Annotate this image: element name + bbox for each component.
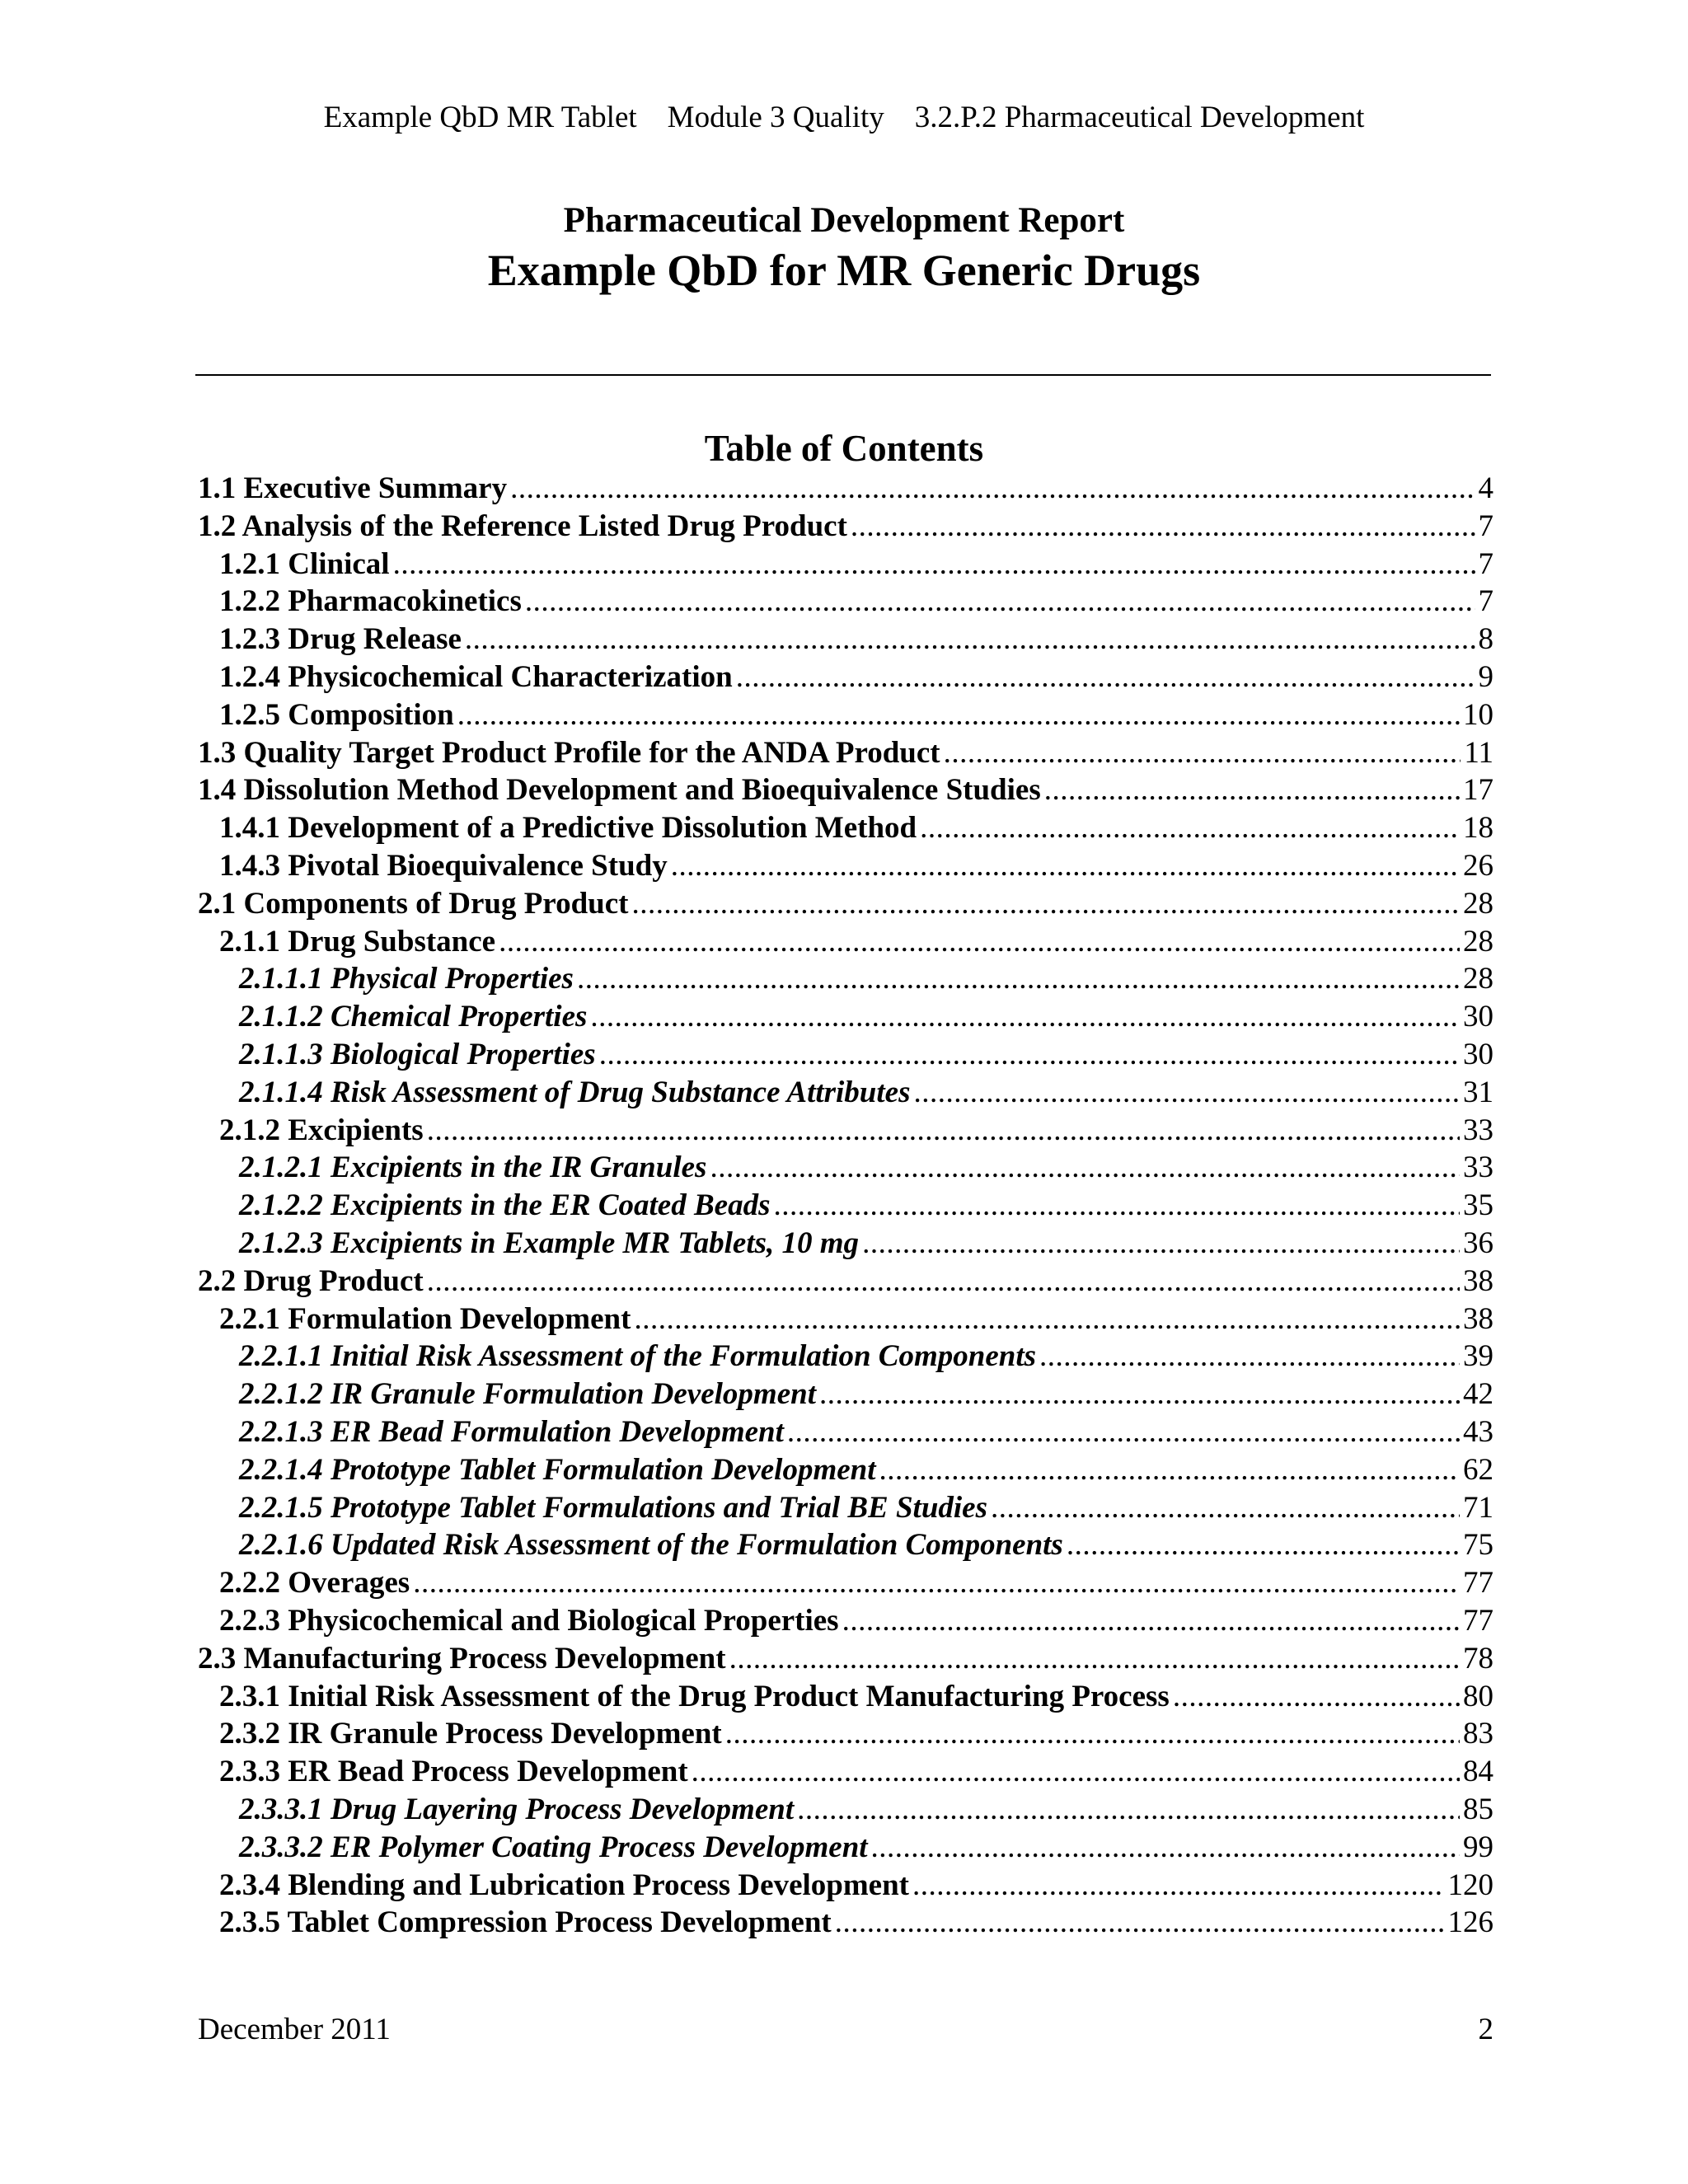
toc-entry-label: 2.2.1.3 ER Bead Formulation Development	[239, 1415, 784, 1449]
toc-dot-leader	[879, 1451, 1460, 1489]
toc-entry-label: 2.2.1.1 Initial Risk Assessment of the Formulation Components	[239, 1339, 1037, 1374]
toc-entry-label: 1.4.1 Development of a Predictive Dissolution Method	[219, 811, 917, 846]
toc-entry-page: 31	[1463, 1075, 1493, 1109]
toc-entry[interactable]	[0, 847, 1493, 885]
toc-entry-page: 30	[1463, 1000, 1493, 1034]
toc-entry[interactable]	[0, 1187, 1493, 1225]
toc-dot-leader	[631, 885, 1460, 923]
toc-entry-page: 10	[1463, 697, 1493, 732]
toc-entry-label: 2.1.2.3 Excipients in Example MR Tablets, 10 mg	[239, 1226, 860, 1260]
toc-dot-leader	[413, 1564, 1460, 1602]
toc-entry[interactable]	[0, 1451, 1493, 1489]
toc-entry[interactable]	[0, 809, 1493, 847]
toc-entry-page: 83	[1463, 1717, 1493, 1751]
toc-entry-page: 28	[1463, 886, 1493, 921]
toc-dot-leader	[599, 1036, 1460, 1074]
toc-dot-leader	[729, 1640, 1460, 1678]
toc-entry[interactable]	[0, 923, 1493, 961]
toc-entry-page: 77	[1463, 1566, 1493, 1601]
toc-entry-label: 2.1 Components of Drug Product	[198, 886, 629, 921]
toc-entry-label: 2.1.1.1 Physical Properties	[239, 962, 574, 996]
horizontal-rule	[195, 374, 1491, 376]
toc-entry-label: 2.3.3.2 ER Polymer Coating Process Development	[239, 1830, 868, 1864]
toc-entry-label: 1.2.3 Drug Release	[219, 622, 462, 657]
toc-entry-label: 2.2.1.2 IR Granule Formulation Development	[239, 1377, 816, 1412]
footer-page-number: 2	[1478, 2013, 1493, 2046]
toc-entry-page: 18	[1463, 811, 1493, 846]
toc-dot-leader	[590, 998, 1460, 1036]
toc-entry-label: 2.2.1 Formulation Development	[219, 1301, 631, 1336]
report-title: Pharmaceutical Development Report	[563, 201, 1125, 240]
toc-entry[interactable]	[0, 1149, 1493, 1187]
toc-entry-page: 17	[1463, 773, 1493, 808]
toc-dot-leader	[862, 1225, 1460, 1263]
toc-entry[interactable]	[0, 1338, 1493, 1376]
toc-dot-leader	[577, 960, 1460, 998]
toc-entry-label: 1.4 Dissolution Method Development and Bioequivalence Studies	[198, 773, 1041, 808]
toc-dot-leader	[710, 1149, 1460, 1187]
report-subtitle: Example QbD for MR Generic Drugs	[487, 246, 1201, 295]
toc-entry[interactable]	[0, 508, 1493, 546]
toc-entry-page: 26	[1463, 849, 1493, 883]
toc-dot-leader	[797, 1791, 1460, 1829]
toc-entry[interactable]	[0, 1829, 1493, 1867]
running-header: Example QbD MR Tablet Module 3 Quality 3.2.P.2 Pharmaceutical Development	[323, 101, 1365, 134]
toc-entry-page: 36	[1463, 1226, 1493, 1260]
toc-dot-leader	[835, 1904, 1445, 1942]
toc-entry-page: 38	[1463, 1301, 1493, 1336]
toc-entry-label: 2.2.1.4 Prototype Tablet Formulation Development	[239, 1452, 876, 1487]
toc-entry[interactable]	[0, 658, 1493, 696]
toc-entry-label: 2.3.3.1 Drug Layering Process Development	[239, 1793, 795, 1826]
toc-entry[interactable]	[0, 960, 1493, 998]
toc-entry[interactable]	[0, 1413, 1493, 1451]
toc-entry-label: 2.1.1.3 Biological Properties	[239, 1038, 596, 1071]
toc-dot-leader	[427, 1112, 1460, 1150]
toc-dot-leader	[725, 1715, 1460, 1753]
toc-entry-page: 43	[1463, 1415, 1493, 1449]
toc-entry[interactable]	[0, 1489, 1493, 1527]
toc-entry-label: 1.2.4 Physicochemical Characterization	[219, 660, 733, 694]
toc-entry-label: 2.1.2.1 Excipients in the IR Granules	[239, 1151, 707, 1185]
toc-dot-leader	[944, 734, 1461, 772]
toc-entry[interactable]	[0, 1376, 1493, 1413]
toc-entry-page: 99	[1463, 1830, 1493, 1864]
toc-entry-label: 2.3.4 Blending and Lubrication Process Development	[219, 1868, 909, 1902]
toc-entry-page: 28	[1463, 924, 1493, 958]
toc-dot-leader	[991, 1489, 1460, 1527]
toc-dot-leader	[510, 470, 1475, 508]
toc-dot-leader	[842, 1602, 1460, 1640]
toc-entry-label: 2.1.1 Drug Substance	[219, 924, 496, 958]
toc-dot-leader	[393, 546, 1475, 583]
toc-entry-page: 71	[1463, 1490, 1493, 1525]
toc-entry-page: 33	[1463, 1113, 1493, 1147]
toc-entry-label: 1.2.5 Composition	[219, 697, 454, 732]
toc-dot-leader	[692, 1753, 1460, 1791]
toc-dot-leader	[1039, 1338, 1460, 1376]
toc-dot-leader	[914, 1074, 1461, 1112]
toc-entry[interactable]	[0, 1753, 1493, 1791]
toc-entry[interactable]	[0, 734, 1493, 772]
toc-entry[interactable]	[0, 1602, 1493, 1640]
toc-dot-leader	[736, 658, 1475, 696]
toc-dot-leader	[920, 809, 1460, 847]
toc-entry-label: 2.2.3 Physicochemical and Biological Properties	[219, 1604, 839, 1638]
toc-entry-page: 85	[1463, 1793, 1493, 1826]
toc-entry[interactable]	[0, 1301, 1493, 1338]
toc-entry[interactable]	[0, 1867, 1493, 1905]
toc-entry-page: 30	[1463, 1038, 1493, 1071]
toc-entry[interactable]	[0, 470, 1493, 508]
toc-entry-page: 38	[1463, 1263, 1493, 1298]
toc-entry-page: 4	[1478, 471, 1493, 505]
toc-entry[interactable]	[0, 1263, 1493, 1301]
toc-entry-label: 2.2.2 Overages	[219, 1566, 410, 1601]
toc-dot-leader	[499, 923, 1460, 961]
toc-dot-leader	[457, 696, 1460, 734]
toc-entry[interactable]	[0, 1904, 1493, 1942]
toc-entry-page: 80	[1463, 1679, 1493, 1713]
toc-entry-page: 120	[1447, 1868, 1493, 1902]
toc-entry[interactable]	[0, 1112, 1493, 1150]
toc-entry[interactable]	[0, 771, 1493, 809]
toc-entry[interactable]	[0, 1526, 1493, 1564]
footer-date: December 2011	[198, 2013, 391, 2046]
toc-entry-page: 126	[1447, 1905, 1493, 1940]
toc-dot-leader	[427, 1263, 1460, 1301]
toc-dot-leader	[525, 583, 1475, 621]
toc-dot-leader	[1067, 1526, 1460, 1564]
toc-entry[interactable]	[0, 1225, 1493, 1263]
toc-dot-leader	[1044, 771, 1460, 809]
toc-dot-leader	[851, 508, 1475, 546]
toc-entry-page: 7	[1478, 546, 1493, 581]
toc-entry-page: 8	[1478, 622, 1493, 657]
toc-entry[interactable]	[0, 885, 1493, 923]
toc-entry-label: 2.1.1.4 Risk Assessment of Drug Substance Attributes	[239, 1075, 911, 1109]
toc-entry[interactable]	[0, 583, 1493, 621]
toc-entry-page: 78	[1463, 1641, 1493, 1675]
toc-entry-label: 2.2 Drug Product	[198, 1263, 424, 1298]
toc-entry-page: 77	[1463, 1604, 1493, 1638]
toc-entry[interactable]	[0, 621, 1493, 658]
toc-entry-label: 2.1.1.2 Chemical Properties	[239, 1000, 588, 1034]
toc-dot-leader	[912, 1867, 1445, 1905]
toc-entry[interactable]	[0, 1715, 1493, 1753]
toc-entry-page: 84	[1463, 1755, 1493, 1789]
toc-entry-label: 2.3.3 ER Bead Process Development	[219, 1755, 688, 1789]
toc-dot-leader	[819, 1376, 1460, 1413]
toc-dot-leader	[465, 621, 1475, 658]
toc-entry[interactable]	[0, 1678, 1493, 1716]
toc-entry-page: 11	[1464, 735, 1493, 770]
toc-entry-label: 2.3.2 IR Granule Process Development	[219, 1717, 722, 1751]
toc-entry-page: 62	[1463, 1452, 1493, 1487]
toc-entry-label: 2.1.2.2 Excipients in the ER Coated Beads	[239, 1188, 771, 1223]
toc-entry-page: 7	[1478, 509, 1493, 543]
toc-entry-page: 35	[1463, 1188, 1493, 1223]
toc-entry-page: 75	[1463, 1528, 1493, 1563]
toc-entry-label: 1.4.3 Pivotal Bioequivalence Study	[219, 849, 668, 883]
toc-entry[interactable]	[0, 998, 1493, 1036]
toc-entry-page: 39	[1463, 1339, 1493, 1374]
toc-heading: Table of Contents	[704, 428, 984, 469]
toc-entry[interactable]	[0, 1791, 1493, 1829]
toc-entry[interactable]	[0, 1640, 1493, 1678]
toc-dot-leader	[787, 1413, 1460, 1451]
toc-entry[interactable]	[0, 546, 1493, 583]
toc-entry[interactable]	[0, 1074, 1493, 1112]
toc-entry-label: 2.2.1.5 Prototype Tablet Formulations and Trial BE Studies	[239, 1490, 987, 1525]
toc-entry[interactable]	[0, 696, 1493, 734]
toc-entry-page: 9	[1478, 660, 1493, 694]
toc-entry-label: 2.2.1.6 Updated Risk Assessment of the Formulation Components	[239, 1528, 1063, 1563]
toc-entry-page: 28	[1463, 962, 1493, 996]
toc-entry-label: 2.1.2 Excipients	[219, 1113, 424, 1147]
toc-entry-label: 2.3.1 Initial Risk Assessment of the Drug Product Manufacturing Process	[219, 1679, 1170, 1713]
toc-dot-leader	[871, 1829, 1460, 1867]
toc-entry[interactable]	[0, 1564, 1493, 1602]
toc-entry-label: 1.3 Quality Target Product Profile for the ANDA Product	[198, 735, 940, 770]
toc-entry-label: 2.3.5 Tablet Compression Process Development	[219, 1905, 832, 1940]
toc-entry-label: 1.2 Analysis of the Reference Listed Drug Product	[198, 509, 847, 543]
toc-entry-label: 2.3 Manufacturing Process Development	[198, 1641, 726, 1675]
toc-entry-page: 33	[1463, 1151, 1493, 1185]
toc-dot-leader	[1173, 1678, 1460, 1716]
toc-entry-label: 1.2.1 Clinical	[219, 546, 390, 581]
toc-entry-page: 42	[1463, 1377, 1493, 1412]
toc-entry[interactable]	[0, 1036, 1493, 1074]
toc-entry-label: 1.1 Executive Summary	[198, 471, 508, 505]
toc-dot-leader	[773, 1187, 1460, 1225]
toc-entry-page: 7	[1478, 584, 1493, 619]
toc-dot-leader	[671, 847, 1460, 885]
toc-entry-label: 1.2.2 Pharmacokinetics	[219, 584, 522, 619]
toc-dot-leader	[634, 1301, 1460, 1338]
